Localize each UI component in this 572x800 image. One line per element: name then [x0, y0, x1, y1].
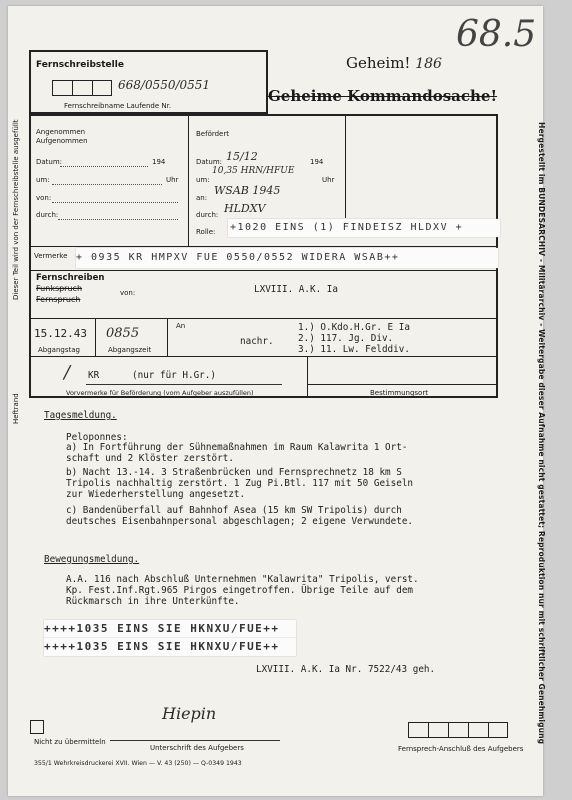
no-transmit-label: Nicht zu übermitteln [34, 738, 106, 746]
forward-datum: Datum: [196, 158, 223, 166]
destination-label: Bestimmungsort [370, 389, 428, 397]
report-line: Tripolis nachhaltig zerstört. 1 Zug Pi.Btl. 117 mit 50 Geiseln [66, 478, 414, 489]
recipient: 3.) 11. Lw. Felddiv. [298, 344, 410, 355]
forward-um: um: [196, 176, 210, 184]
sender-value: LXVIII. A.K. Ia [254, 284, 338, 295]
telex-strip-1: ++++1035 EINS SIE HKNXU/FUE++ [44, 620, 296, 638]
report-line: deutsches Eisenbahnpersonal abgeschlagen; 2 eigene Verwundete. [66, 516, 414, 527]
recipient: 1.) O.Kdo.H.Gr. E Ia [298, 322, 410, 333]
forward-note: Vorvermerke für Beförderung (vom Aufgeber auszufüllen) [66, 389, 254, 397]
secret-number: 186 [415, 56, 442, 72]
secret-mark [346, 54, 442, 72]
phone-label: Fernsprech-Anschluß des Aufgebers [398, 745, 524, 753]
counter-label: Fernschreibname Laufende Nr. [64, 102, 172, 110]
sender-type1: Fernschreiben [36, 273, 105, 283]
margin-heftrand: Heftrand [12, 393, 20, 424]
receipt-uhr: Uhr [166, 176, 179, 184]
dispatch-time-label: Abgangszeit [108, 346, 152, 354]
print-imprint: 355/1 Wehrkreisdruckerei XVII. Wien — V. 43 (250) — Q-0349 1943 [34, 760, 242, 767]
forward-um-value: 10,35 HRN/HFUE [212, 166, 295, 176]
movement-line: Rückmarsch in ihre Unterkünfte. [66, 596, 240, 607]
forward-an: an: [196, 194, 208, 202]
receipt-von: von: [36, 194, 52, 202]
kr-slash: / [64, 362, 71, 383]
receipt-um: um: [36, 176, 50, 184]
report-line: a) In Fortführung der Sühnemaßnahmen im Raum Kalawrita 1 Ort- [66, 442, 408, 453]
forward-title: Befördert [196, 130, 229, 138]
sender-type3: Fernspruch [36, 295, 81, 304]
forward-rolle: Rolle: [196, 228, 216, 236]
phone-boxes [408, 722, 508, 738]
heading-movement-report: Bewegungsmeldung. [44, 554, 140, 565]
dispatch-an: An [176, 322, 186, 330]
receipt-datum: Datum: [36, 158, 63, 166]
forward-datum-value: 15/12 [226, 150, 258, 163]
counter-boxes [52, 80, 112, 96]
forward-year: 194 [310, 158, 324, 166]
sender-von: von: [120, 289, 136, 297]
forward-an-value: WSAB 1945 [214, 184, 281, 197]
receipt-title1: Angenommen [36, 128, 86, 136]
closing-reference: LXVIII. A.K. Ia Nr. 7522/43 geh. [256, 664, 436, 675]
report-line: c) Bandenüberfall auf Bahnhof Asea (15 km SW Tripolis) durch [66, 505, 402, 516]
secret-label: Geheim! [346, 54, 411, 72]
kr-code: KR [88, 370, 100, 381]
telex-strip-2: ++++1035 EINS SIE HKNXU/FUE++ [44, 638, 296, 656]
station-label: Fernschreibstelle [36, 60, 124, 70]
signature: Hiepin [162, 704, 217, 723]
archive-stamp: Hergestellt im BUNDESARCHIV - Militärarchiv - Weitergabe dieser Aufnahme nicht gestattet; Reproduktion nur mit schriftlicher Genehmigung [537, 122, 546, 745]
counter-value: 668/0550/0551 [118, 78, 211, 92]
dispatch-nachr: nachr. [240, 336, 274, 347]
movement-line: A.A. 116 nach Abschluß Unternehmen "Kalawrita" Tripolis, verst. [66, 574, 419, 585]
no-transmit-box [30, 720, 44, 734]
recipient: 2.) 117. Jg. Div. [298, 333, 394, 344]
movement-line: Kp. Fest.Inf.Rgt.965 Pirgos eingetroffen. Übrige Teile auf dem [66, 585, 414, 596]
signature-label: Unterschrift des Aufgebers [150, 744, 244, 752]
forward-uhr: Uhr [322, 176, 335, 184]
report-line: b) Nacht 13.-14. 3 Straßenbrücken und Fernsprechnetz 18 km S [66, 467, 402, 478]
classification: Geheime Kommandosache! [268, 87, 498, 105]
receipt-durch: durch: [36, 211, 59, 219]
dispatch-date-label: Abgangstag [38, 346, 80, 354]
forward-durch: durch: [196, 211, 219, 219]
report-line: schaft und 2 Klöster zerstört. [66, 453, 234, 464]
forward-strip: +1020 EINS (1) FINDEISZ HLDXV + [228, 219, 500, 237]
heading-daily-report: Tagesmeldung. [44, 410, 117, 421]
region: Peloponnes: [66, 432, 128, 443]
remarks-strip: + 0935 KR HMPXV FUE 0550/0552 WIDERA WSAB++ [76, 248, 498, 268]
kr-note: (nur für H.Gr.) [132, 370, 216, 381]
dispatch-time: 0855 [106, 326, 140, 341]
report-line: zur Wiederherstellung angesetzt. [66, 489, 246, 500]
sender-type2: Funkspruch [36, 284, 83, 293]
dispatch-date: 15.12.43 [34, 327, 87, 340]
remarks-label: Vermerke [34, 252, 68, 260]
margin-note: Dieser Teil wird von der Fernschreibstelle ausgefüllt [12, 119, 20, 300]
receipt-title2: Aufgenommen [36, 137, 88, 145]
page-reference: 68.5 [456, 14, 537, 55]
forward-durch-value: HLDXV [224, 202, 266, 215]
receipt-year: 194 [152, 158, 166, 166]
